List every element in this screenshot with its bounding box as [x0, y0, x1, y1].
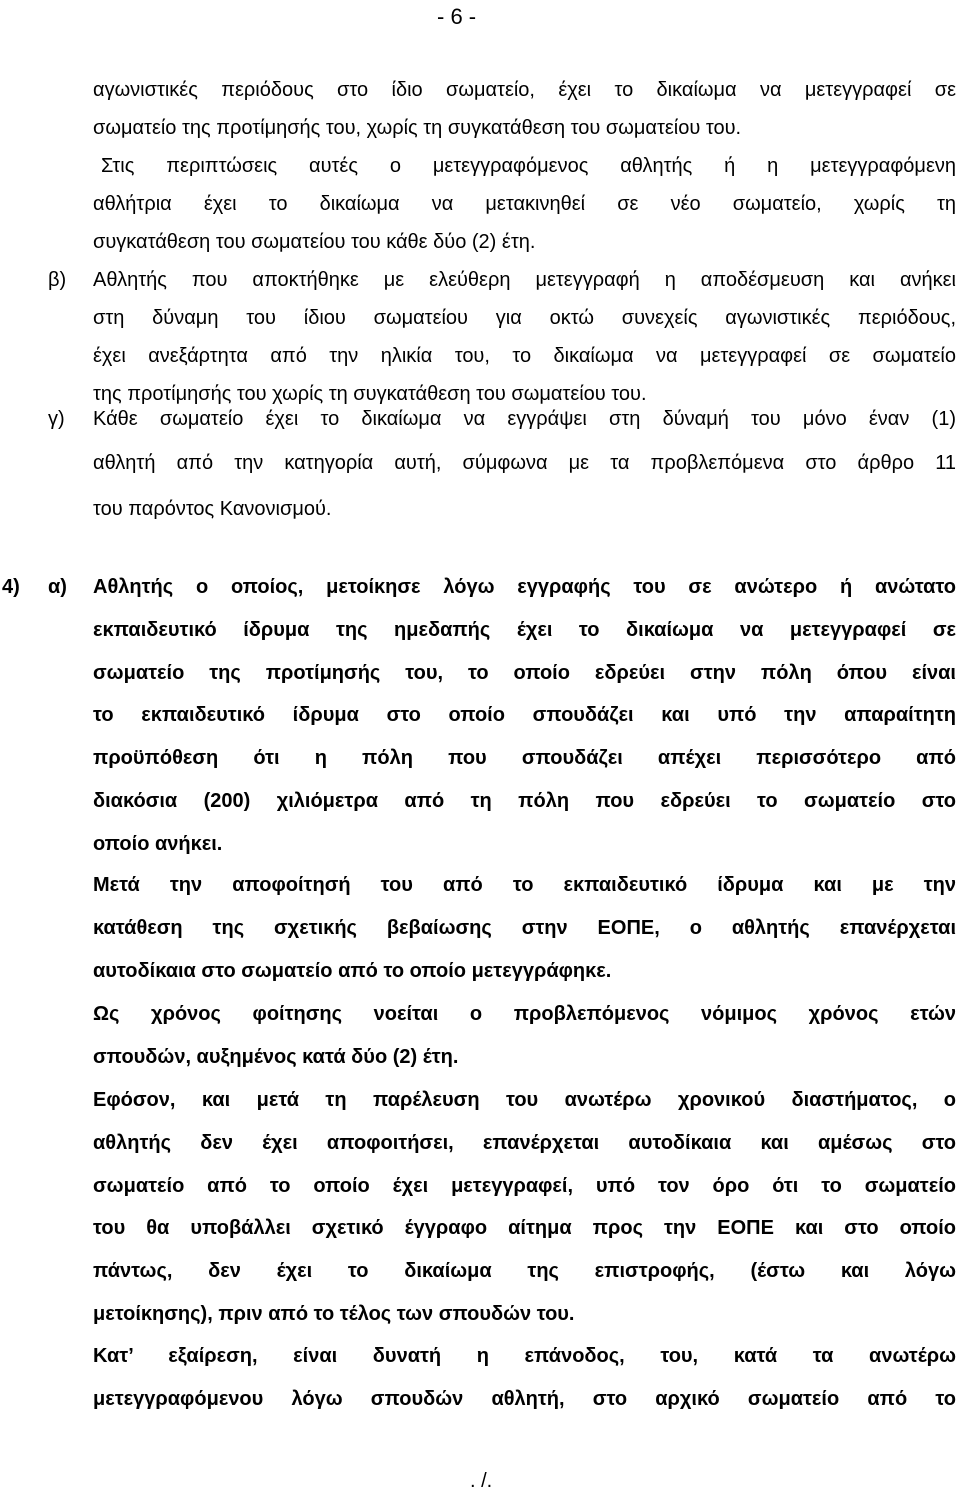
text-line: της προτίμησής του χωρίς τη συγκατάθεση του σωματείου του. [93, 383, 647, 405]
text-line: συγκατάθεση του σωματείου του κάθε δύο (2) έτη. [93, 231, 536, 253]
intro-second-paragraph [93, 147, 956, 261]
section-number: 4) [2, 576, 20, 598]
item-label-beta: β) [48, 269, 67, 291]
item-alpha-paragraph [93, 566, 956, 866]
after-graduation-paragraph [93, 864, 956, 992]
item-label-alpha: α) [48, 576, 67, 598]
text-line: κατάθεση της σχετικής βεβαίωσης στην ΕΟΠΕ, ο αθλητής επανέρχεται [93, 916, 956, 939]
text-line: πάντως, δεν έχει το δικαίωμα της επιστροφής, (έστω και λόγω [93, 1260, 956, 1283]
text-line: οποίο ανήκει. [93, 832, 223, 855]
text-line: σωματείο της προτίμησής του, χωρίς τη συγκατάθεση του σωματείου του. [93, 117, 742, 139]
item-beta-paragraph [93, 261, 956, 413]
non-graduation-paragraph [93, 1079, 956, 1336]
text-line: προϋπόθεση ότι η πόλη που σπουδάζει απέχει περισσότερο από [93, 747, 956, 770]
text-line: του παρόντος Κανονισμού. [93, 498, 332, 520]
text-line: Κατ’ εξαίρεση, είναι δυνατή η επάνοδος, του, κατά τα ανωτέρω [93, 1345, 956, 1367]
text-line: σωματείο της προτίμησής του, το οποίο εδρεύει στην πόλη όπου είναι [93, 661, 956, 684]
continuation-marker: . /. [470, 1470, 493, 1492]
text-line: Μετά την αποφοίτησή του από το εκπαιδευτικό ίδρυμα και με την [93, 874, 956, 896]
text-line: μετεγγραφόμενου λόγω σπουδών αθλητή, στο αρχικό σωματείο από το [93, 1387, 956, 1410]
text-line: σωματείο από το οποίο έχει μετεγγραφεί, υπό τον όρο ότι το σωματείο [93, 1174, 956, 1197]
page-number: - 6 - [437, 4, 477, 29]
text-line: Αθλητής που αποκτήθηκε με ελεύθερη μετεγγραφή η αποδέσμευση και ανήκει [93, 269, 956, 291]
text-line: μετοίκησης), πριν από το τέλος των σπουδών του. [93, 1302, 575, 1325]
text-line: σπουδών, αυξημένος κατά δύο (2) έτη. [93, 1045, 459, 1068]
study-duration-paragraph [93, 993, 956, 1079]
exception-paragraph [93, 1335, 956, 1421]
text-line: αυτοδίκαια στο σωματείο από το οποίο μετεγγράφηκε. [93, 959, 612, 982]
text-line: Ως χρόνος φοίτησης νοείται ο προβλεπόμενος νόμιμος χρόνος ετών [93, 1003, 956, 1025]
text-line: διακόσια (200) χιλιόμετρα από τη πόλη που εδρεύει το σωματείο στο [93, 789, 956, 812]
text-line: αγωνιστικές περιόδους στο ίδιο σωματείο, έχει το δικαίωμα να μετεγγραφεί σε [93, 79, 956, 101]
text-line: Εφόσον, και μετά τη παρέλευση του ανωτέρω χρονικού διαστήματος, ο [93, 1089, 956, 1111]
text-line: Στις περιπτώσεις αυτές ο μετεγγραφόμενος αθλητής ή η μετεγγραφόμενη [101, 155, 956, 177]
text-line: στη δύναμη του ίδιου σωματείου για οκτώ συνεχείς αγωνιστικές περιόδους, [93, 307, 956, 329]
text-line: εκπαιδευτικό ίδρυμα της ημεδαπής έχει το δικαίωμα να μετεγγραφεί σε [93, 618, 956, 641]
item-gamma-paragraph [93, 398, 956, 532]
text-line: αθλητής δεν έχει αποφοιτήσει, επανέρχεται αυτοδίκαια και αμέσως στο [93, 1131, 956, 1154]
text-line: του θα υποβάλλει σχετικό έγγραφο αίτημα προς την ΕΟΠΕ και στο οποίο [93, 1217, 956, 1240]
intro-paragraph [93, 71, 956, 147]
text-line: αθλητή από την κατηγορία αυτή, σύμφωνα με τα προβλεπόμενα στο άρθρο 11 [93, 452, 956, 474]
text-line: Κάθε σωματείο έχει το δικαίωμα να εγγράψει στη δύναμή του μόνο έναν (1) [93, 408, 956, 430]
item-label-gamma: γ) [48, 408, 65, 430]
text-line: το εκπαιδευτικό ίδρυμα στο οποίο σπουδάζει και υπό την απαραίτητη [93, 704, 956, 727]
text-line: έχει ανεξάρτητα από την ηλικία του, το δικαίωμα να μετεγγραφεί σε σωματείο [93, 345, 956, 367]
text-line: Αθλητής ο οποίος, μετοίκησε λόγω εγγραφής του σε ανώτερο ή ανώτατο [93, 576, 956, 598]
text-line: αθλήτρια έχει το δικαίωμα να μετακινηθεί σε νέο σωματείο, χωρίς τη [93, 193, 956, 215]
